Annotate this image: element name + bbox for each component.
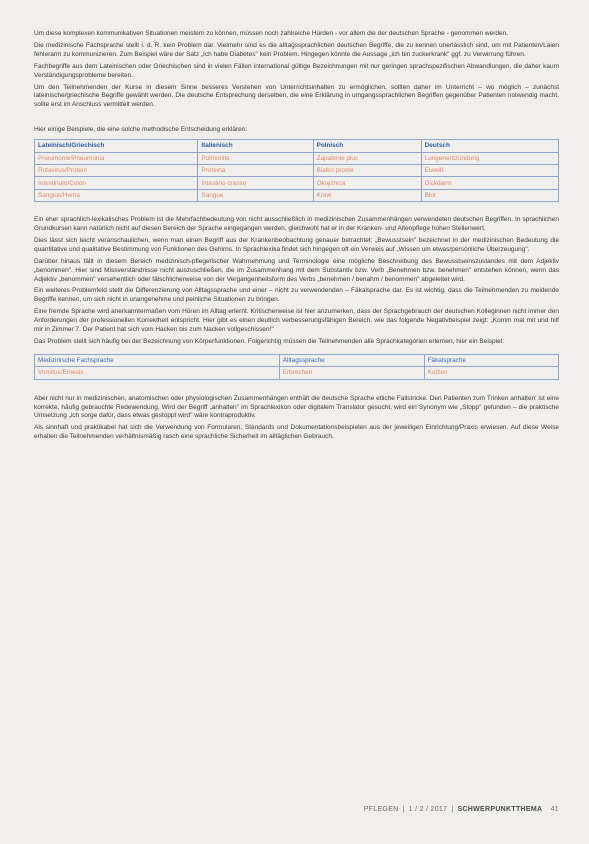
- paragraph: Um den Teilnehmenden der Kurse in diesem Sinne besseres Verstehen von Unterrichtsinhalten zu ermöglichen, sollten daher im Unterricht – wo möglich – zunächst lateinische/griechische Begriffe gewählt werden. Die deutsche Entsprechung derselben, die eine Erklärung in umgangssprachlichen Begriffen gegenüber Patienten notwendig macht, sollte erst im Anschluss vermittelt werden.: [34, 83, 559, 109]
- table-cell: Proteina: [198, 164, 313, 176]
- table-cell: Lungenentzündung: [421, 152, 558, 164]
- page-footer: PFLEGEN | 1 / 2 / 2017 | SCHWERPUNKTTHEMA 41: [363, 806, 559, 813]
- column-header: Medizinische Fachsprache: [35, 354, 280, 366]
- middle-text-block: [34, 216, 559, 347]
- column-header: Polnisch: [313, 140, 421, 152]
- table-row: [35, 189, 559, 201]
- table-intro: Hier einige Beispiele, die eine solche methodische Entscheidung erklären:: [34, 126, 248, 134]
- table-cell: Sangius/Hema: [35, 189, 198, 201]
- paragraph: Fachbegriffe aus dem Lateinischen oder Griechischen sind in vielen Fällen international gültige Bezeichnungen mit nur geringen sprachspezifischen Abwandlungen, die daher kaum Verständigungsprobleme bereiten.: [34, 62, 559, 79]
- paragraph: Als sinnhaft und praktikabel hat sich die Verwendung von Formularen, Standards und Dokumentationsbeispielen aus der jeweiligen Einrichtung/Praxis erwiesen. Auf diese Weise erhalten die Teilnehmenden verhältnismäßig rasch eine sprachliche Sicherheit im alltäglichen Gebrauch.: [34, 424, 559, 441]
- table-cell: Intestino crasso: [198, 177, 313, 189]
- paragraph: Das Problem stellt sich häufig bei der Bezeichnung von Körperfunktionen. Folgerichtig müssen die Teilnehmenden alle Sprachkategorien erlernen, hier ein Beispiel:: [34, 337, 504, 345]
- language-comparison-table: [34, 139, 559, 202]
- table-cell: Dickdarm: [421, 177, 558, 189]
- table-row: [35, 152, 559, 164]
- paragraph: Ein eher sprachlich-lexikalisches Problem ist die Mehrfachbedeutung von nicht ausschließlich in medizinischen Zusammenhängen verwendeten deutschen Begriffen. In sprachlichen Grundkursen kann natürlich nicht auf diesen Bereich der Sprache eingegangen werden, gleichwohl hat er in der Kranken- und Altenpflege hohen Stellenwert.: [34, 216, 559, 233]
- page-number: 41: [550, 806, 559, 813]
- table-cell: Pneumonie/Pneumonia: [35, 152, 198, 164]
- table-cell: Erbrechen: [279, 367, 424, 379]
- column-header: Deutsch: [421, 140, 558, 152]
- paragraph: Eine fremde Sprache wird anerkanntermaßen vom Hören im Alltag erlernt. Kritischerweise ist hier anzumerken, dass der Sprachgebrauch der deutschen Kolleginnen nicht immer den Anforderungen der professionellen Korrektheit entspricht. Hier gibt es einen deutlich verbesserungsfähigen Bereich, wie das folgende Negativbeispiel zeigt: „Komm mal mit und hilf mir in Zimmer 7. Der Patient hat sich vom Hacken bis zum Nacken vollgeschissen!": [34, 308, 559, 334]
- paragraph: Ein weiteres Problemfeld stellt die Differenzierung von Alltagssprache und einer – nicht zu verwendenden – Fäkalsprache dar. Es ist wichtig, dass die Teilnehmenden zu meidende Begriffe kennen, um sich nicht in unangenehme und peinliche Situationen zu bringen.: [34, 287, 559, 304]
- table-cell: Okrężnica: [313, 177, 421, 189]
- paragraph: Um diese komplexen kommunikativen Situationen meistern zu können, müssen noch zahlreiche Hürden - vor allem die der deutschen Sprache - genommen werden.: [34, 30, 509, 37]
- table-cell: Krew: [313, 189, 421, 201]
- issue-number: 1 / 2 / 2017: [408, 806, 448, 813]
- column-header: Lateinisch/Griechisch: [35, 140, 198, 152]
- table-cell: Białko proste: [313, 164, 421, 176]
- table-header-row: [35, 140, 559, 152]
- bottom-text-block: [34, 395, 559, 443]
- table-cell: Sangue: [198, 189, 313, 201]
- journal-name: PFLEGEN: [363, 806, 399, 813]
- paragraph: Darüber hinaus fällt in diesem Bereich medizinisch-pflegerischer Wahrnehmung und Terminologie eine mögliche Beschreibung des Bewusstseinszustandes mit dem Adjektiv „benommen". Hier sind Missverständnisse nicht auszuschließen, die im Zusammenhang mit dem Substantiv bzw. Verb „Benehmen bzw. benehmen" entstehen können, wenn das Adjektiv „benommen" versehentlich oder fälschlicherweise von der Vergangenheitsform des Verbs „benehmen / benahm / benommen" abgeleitet wird.: [34, 257, 559, 283]
- table-cell: Blut: [421, 189, 558, 201]
- table-cell: Zapalenie płuc: [313, 152, 421, 164]
- table-cell: Intestinum/Colon: [35, 177, 198, 189]
- column-header: Fäkalsprache: [424, 354, 558, 366]
- table-cell: Rotavirus/Protein: [35, 164, 198, 176]
- language-register-table: [34, 354, 559, 380]
- table-cell: Vomitus/Emesis: [35, 367, 280, 379]
- column-header: Italienisch: [198, 140, 313, 152]
- paragraph: Die medizinische Fachsprache stellt i. d. R. kein Problem dar. Vielmehr sind es die alltagssprachlichen deutschen Begriffe, die zu kennen unerlässlich sind, um mit Patienten/Laien fehlerarm zu kommunizieren. Zum Beispiel wäre der Satz „Ich habe Diabetes" kein Problem. Hingegen könnte die Aussage „ich bin zuckerkrank" ggf. zu Verwirrung führen.: [34, 41, 559, 58]
- table-cell: Polmonite: [198, 152, 313, 164]
- column-header: Alltagssprache: [279, 354, 424, 366]
- section-theme: SCHWERPUNKTTHEMA: [457, 806, 543, 813]
- table-row: [35, 164, 559, 176]
- table-row: [35, 177, 559, 189]
- paragraph: Dies lässt sich leicht veranschaulichen, wenn man einen Begriff aus der Krankenbeobachtung genauer betrachtet: „Bewusstsein" bezeichnet in der medizinischen Bedeutung die quantitative und qualitative Bestimmung von Funktionen des Gehirns. In Sprachlexika findet sich hingegen oft ein Verweis auf „Wissen um etwas/persönliche Überzeugung".: [34, 236, 559, 253]
- table-cell: Eiweiß: [421, 164, 558, 176]
- table-header-row: [35, 354, 559, 366]
- table-row: [35, 367, 559, 379]
- top-text-block: [34, 30, 559, 110]
- paragraph: Aber nicht nur in medizinischen, anatomischen oder physiologischen Zusammenhängen enthält die deutsche Sprache etliche Fallstricke. Den Patienten zum Trinken anhalten' ist eine korrekte, häufig gebrauchte Redewendung. Wird der Begriff „anhalten" im Sprachlexikon oder digitalem Translator gesucht, wird ein Synonym wie „Stopp" gefunden – die praktische Umsetzung „ich sorge dafür, dass etwas gestoppt wird" wäre kontraproduktiv.: [34, 394, 559, 420]
- table-cell: Kotzen: [424, 367, 558, 379]
